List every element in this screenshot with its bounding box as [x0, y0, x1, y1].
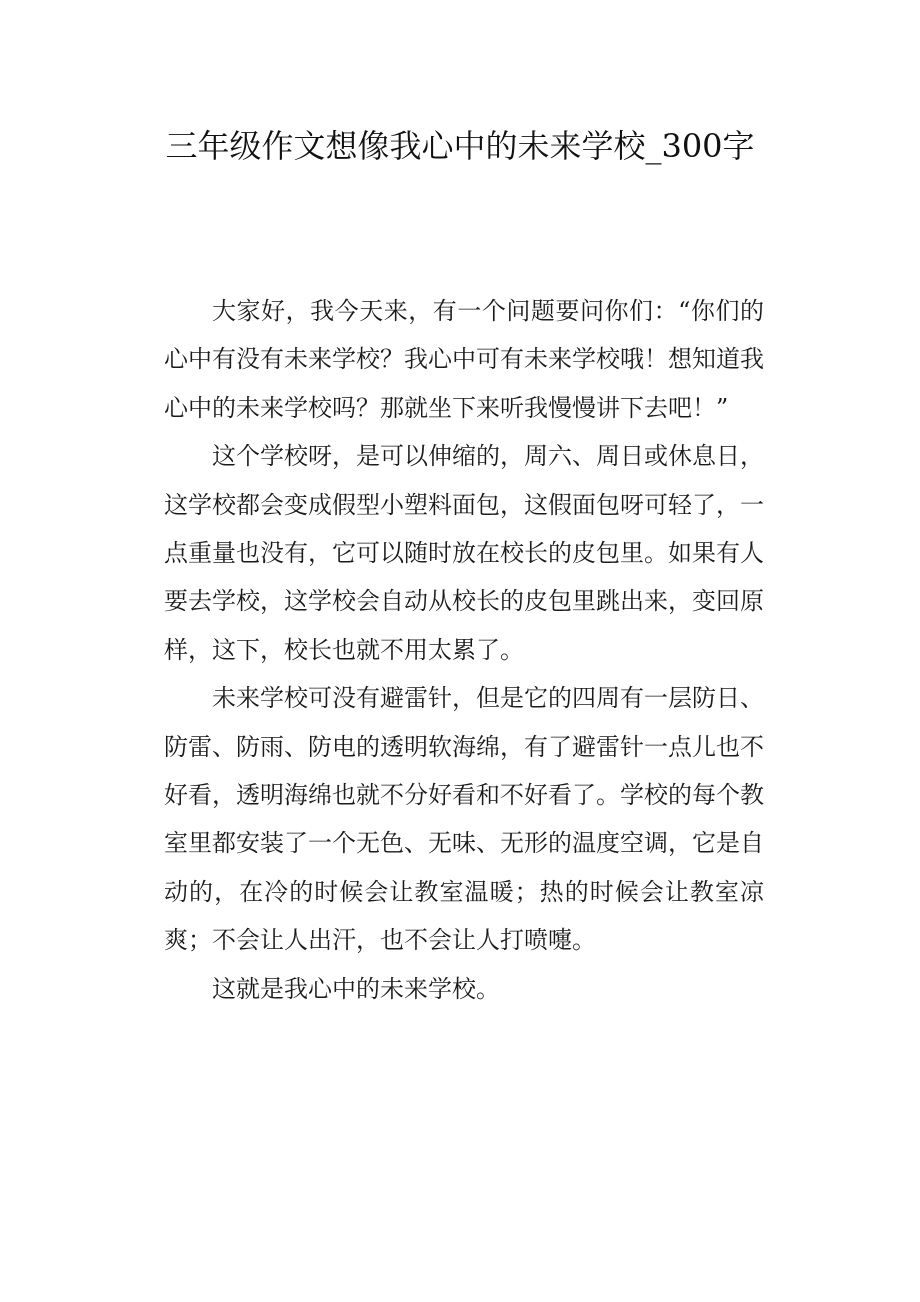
paragraph-sponge-and-aircon: 未来学校可没有避雷针，但是它的四周有一层防日、防雷、防雨、防电的透明软海绵，有了避雷针一点儿也不好看，透明海绵也就不分好看和不好看了。学校的每个教室里都安装了一个无色、无味、无形的温度空调，它是自动的，在冷的时候会让教室温暖；热的时候会让教室凉爽；不会让人出汗，也不会让人打喷嚏。 — [164, 684, 764, 955]
paragraph-intro: 大家好，我今天来，有一个问题要问你们：“你们的心中有没有未来学校？我心中可有未来学校哦！想知道我心中的未来学校吗？那就坐下来听我慢慢讲下去吧！” — [164, 297, 764, 422]
paragraph-shrinkable-school: 这个学校呀，是可以伸缩的，周六、周日或休息日，这学校都会变成假型小塑料面包，这假面包呀可轻了，一点重量也没有，它可以随时放在校长的皮包里。如果有人要去学校，这学校会自动从校长的皮包里跳出来，变回原样，这下，校长也就不用太累了。 — [164, 442, 764, 664]
document-title: 三年级作文想像我心中的未来学校_300字 — [165, 127, 755, 165]
paragraph-conclusion: 这就是我心中的未来学校。 — [212, 974, 500, 1003]
document-body — [164, 287, 764, 1013]
